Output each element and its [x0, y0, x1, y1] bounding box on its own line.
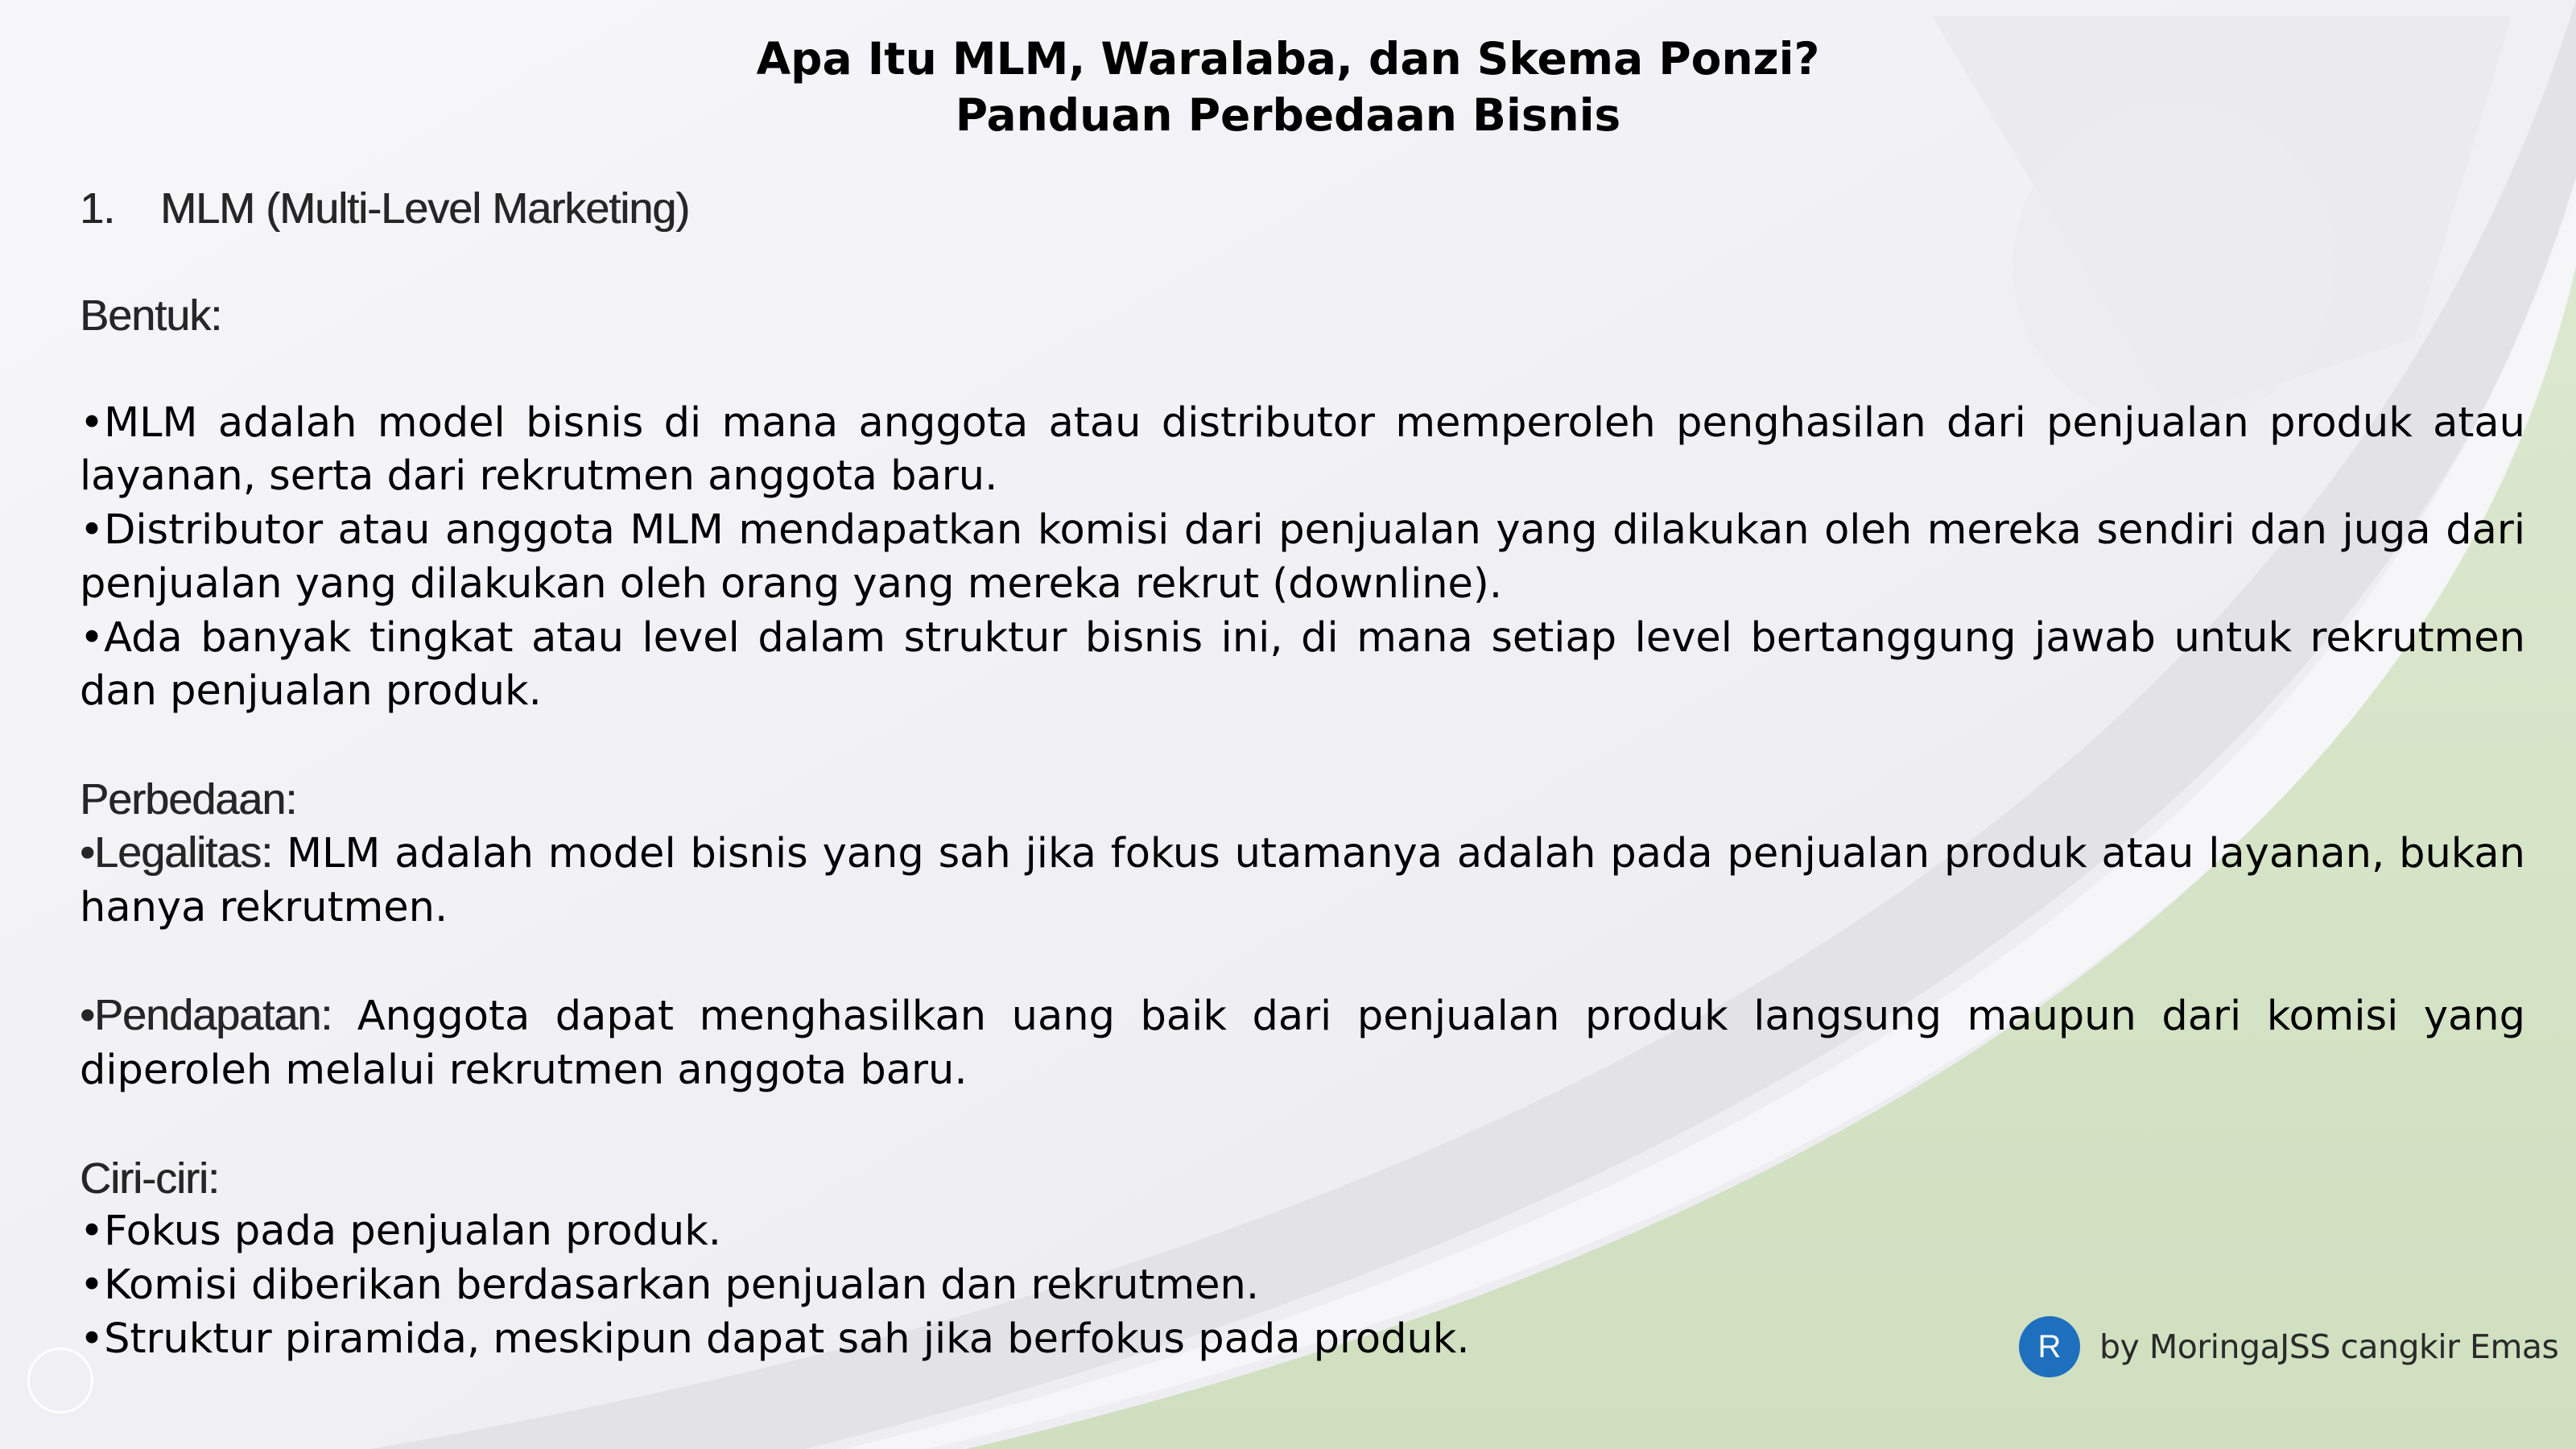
ciri-item: •Komisi diberikan berdasarkan penjualan dan rekrutmen. [80, 1261, 1260, 1309]
legalitas-text: MLM adalah model bisnis yang sah jika fokus utamanya adalah pada penjualan produk atau layanan, bukan hanya rekrutmen. [80, 830, 2525, 932]
legalitas-label: •Legalitas: [80, 828, 273, 877]
ciri-item: •Fokus pada penjualan produk. [80, 1208, 721, 1256]
bentuk-item: •Distributor atau anggota MLM mendapatkan komisi dari penjualan yang dilakukan oleh mereka sendiri dan juga dari penjualan yang dilakukan oleh orang yang mereka rekrut (downline). [80, 506, 2525, 608]
avatar: R [2019, 1316, 2080, 1377]
content-body [80, 182, 2525, 1366]
title-line-1: Apa Itu MLM, Waralaba, dan Skema Ponzi? [756, 33, 1820, 85]
bentuk-item: •MLM adalah model bisnis di mana anggota atau distributor memperoleh penghasilan dari penjualan produk atau layanan, serta dari rekrutmen anggota baru. [80, 398, 2525, 501]
spacer [80, 1098, 2525, 1152]
ciri-heading: Ciri-ciri: [80, 1154, 219, 1203]
slide-title [0, 31, 2576, 143]
section-number: 1. [80, 184, 115, 233]
spacer [80, 719, 2525, 773]
perbedaan-pendapatan [80, 989, 2525, 1097]
spacer [80, 343, 2525, 397]
credit-text: by MoringaJSS cangkir Emas [2099, 1327, 2559, 1366]
corner-circle-icon [27, 1348, 93, 1414]
ciri-item: •Struktur piramida, meskipun dapat sah jika berfokus pada produk. [80, 1315, 1470, 1363]
section-title: MLM (Multi-Level Marketing) [160, 184, 690, 233]
title-line-2: Panduan Perbedaan Bisnis [955, 89, 1621, 141]
footer-credit [2019, 1315, 2558, 1378]
spacer [80, 236, 2525, 290]
bentuk-item: •Ada banyak tingkat atau level dalam struktur bisnis ini, di mana setiap level bertanggung jawab untuk rekrutmen dan penjualan produk. [80, 613, 2525, 716]
bentuk-heading: Bentuk: [80, 291, 222, 341]
pendapatan-label: •Pendapatan: [80, 991, 332, 1040]
perbedaan-heading: Perbedaan: [80, 774, 297, 824]
section-heading [80, 182, 2525, 236]
perbedaan-legalitas [80, 826, 2525, 935]
spacer [80, 935, 2525, 989]
pendapatan-text: Anggota dapat menghasilkan uang baik dari penjualan produk langsung maupun dari komisi yang diperoleh melalui rekrutmen anggota baru. [80, 993, 2525, 1095]
